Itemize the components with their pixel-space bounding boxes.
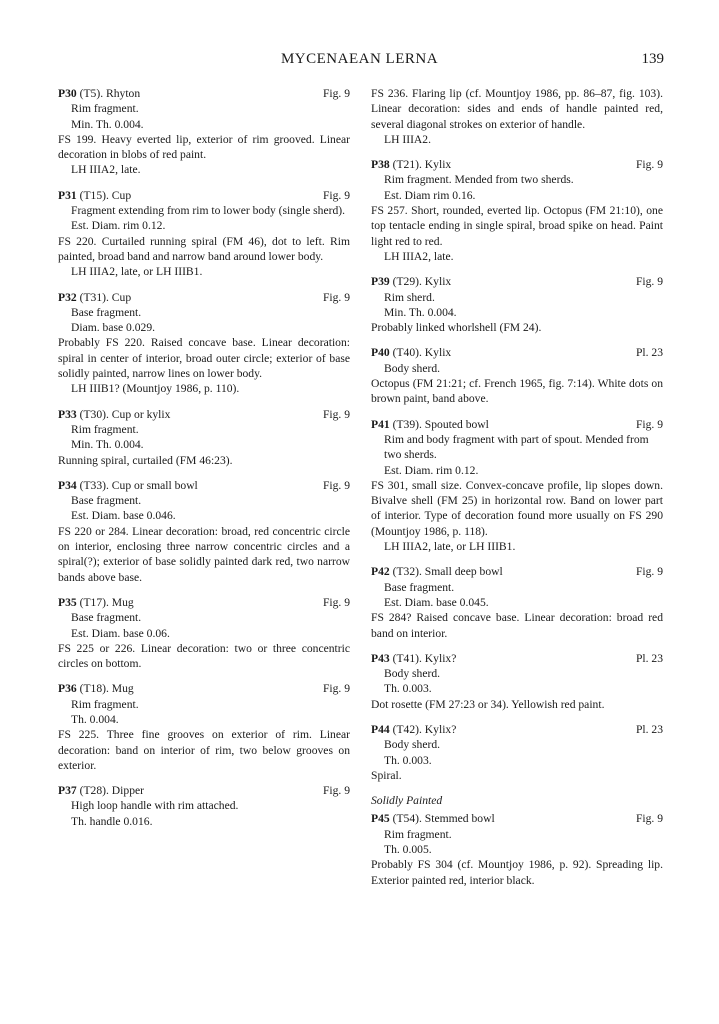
entry-detail: High loop handle with rim attached. bbox=[71, 799, 239, 813]
running-title: MYCENAEAN LERNA bbox=[280, 51, 439, 67]
entry-vessel-type: Stemmed bowl bbox=[424, 812, 495, 826]
entry-detail: Rim sherd. bbox=[384, 290, 435, 304]
entry-detail: Th. 0.003. bbox=[384, 753, 432, 767]
entry-detail: Rim fragment. bbox=[71, 697, 139, 711]
entry-heading bbox=[58, 595, 350, 610]
entry-number: P38 bbox=[371, 158, 390, 172]
entry-detail: Est. Diam. rim 0.12. bbox=[384, 463, 479, 477]
entry-description: Spiral. bbox=[371, 768, 402, 782]
entry-detail: Body sherd. bbox=[384, 361, 441, 375]
entry-date: LH IIIA2, late. bbox=[71, 163, 141, 177]
page-number: 139 bbox=[641, 51, 664, 67]
entry-figure-ref: Fig. 9 bbox=[635, 417, 663, 431]
entry-inventory-tag: (T42). bbox=[392, 722, 422, 736]
entry-date: LH IIIA2, late. bbox=[384, 249, 454, 263]
entry-vessel-type: Small deep bowl bbox=[424, 565, 503, 579]
entry-inventory-tag: (T18). bbox=[79, 682, 109, 696]
entry-date: LH IIIB1? (Mountjoy 1986, p. 110). bbox=[71, 382, 240, 396]
catalog-entry bbox=[58, 290, 350, 397]
catalog-entry bbox=[58, 783, 350, 829]
entry-description: Dot rosette (FM 27:23 or 34). Yellowish red paint. bbox=[371, 697, 605, 711]
entry-inventory-tag: (T15). bbox=[79, 188, 109, 202]
entry-description: Probably linked whorlshell (FM 24). bbox=[371, 321, 542, 335]
catalog-entry bbox=[58, 681, 350, 773]
entry-detail: Rim fragment. Mended from two sherds. bbox=[384, 173, 574, 187]
entry-detail: Base fragment. bbox=[384, 580, 455, 594]
catalog-entry-continuation bbox=[371, 86, 663, 147]
entry-inventory-tag: (T29). bbox=[392, 275, 422, 289]
entry-figure-ref: Fig. 9 bbox=[635, 812, 663, 826]
entry-figure-ref: Pl. 23 bbox=[635, 346, 663, 360]
catalog-entry bbox=[371, 417, 663, 555]
entry-number: P34 bbox=[58, 478, 77, 492]
entry-detail: Rim fragment. bbox=[384, 827, 452, 841]
entry-vessel-type: Rhyton bbox=[106, 87, 141, 100]
entry-detail: Body sherd. bbox=[384, 667, 441, 681]
catalog-entry bbox=[371, 651, 663, 712]
entry-figure-ref: Fig. 9 bbox=[322, 87, 350, 100]
catalog-entry bbox=[371, 274, 663, 335]
entry-detail: Rim and body fragment with part of spout. Mended from two sherds. bbox=[384, 432, 649, 462]
entry-heading bbox=[58, 290, 350, 305]
entry-vessel-type: Kylix bbox=[424, 346, 452, 360]
entry-detail: Rim fragment. bbox=[71, 422, 139, 436]
entry-detail: Base fragment. bbox=[71, 494, 142, 508]
catalog-entry bbox=[371, 157, 663, 264]
entry-description: FS 236. Flaring lip (cf. Mountjoy 1986, pp. 86–87, fig. 103). Linear decoration: sides and ends of handle painted red, several diagonal strokes on exterior of handle. bbox=[371, 87, 663, 131]
entry-description: FS 225. Three fine grooves on exterior of rim. Linear decoration: band on interior of rim, two below grooves on exterior. bbox=[58, 728, 350, 772]
entry-vessel-type: Dipper bbox=[111, 784, 144, 798]
entry-detail: Est. Diam rim 0.16. bbox=[384, 188, 476, 202]
entry-description: FS 199. Heavy everted lip, exterior of rim grooved. Linear decoration in blobs of red paint. bbox=[58, 132, 350, 162]
entry-heading bbox=[371, 345, 663, 360]
entry-number: P40 bbox=[371, 346, 390, 360]
entry-description: Octopus (FM 21:21; cf. French 1965, fig. 7:14). White dots on brown paint, band above. bbox=[371, 377, 663, 406]
entry-detail: Body sherd. bbox=[384, 738, 441, 752]
entry-heading bbox=[371, 722, 663, 737]
entry-description: Probably FS 220. Raised concave base. Linear decoration: spiral in center of interior, broad outer circle; exterior of base solidly painted, narrow lines on lower body. bbox=[58, 336, 350, 381]
entry-number: P32 bbox=[58, 290, 77, 304]
entry-vessel-type: Spouted bowl bbox=[424, 417, 489, 431]
entry-heading bbox=[58, 86, 350, 101]
entry-vessel-type: Kylix bbox=[424, 275, 452, 289]
catalog-entry bbox=[58, 86, 350, 178]
entry-detail: Base fragment. bbox=[71, 305, 142, 319]
entry-inventory-tag: (T31). bbox=[79, 290, 109, 304]
entry-figure-ref: Fig. 9 bbox=[322, 188, 350, 202]
entry-number: P31 bbox=[58, 188, 77, 202]
entry-description: FS 220 or 284. Linear decoration: broad, red concentric circle on interior, enclosing three narrow concentric circles and a spiral(?); exterior of base solidly painted dark red, two narrow bands above base. bbox=[58, 524, 350, 584]
entry-number: P42 bbox=[371, 565, 390, 579]
entry-heading bbox=[58, 407, 350, 422]
entry-detail: Th. 0.005. bbox=[384, 843, 432, 857]
entry-heading bbox=[371, 651, 663, 666]
entry-figure-ref: Fig. 9 bbox=[322, 784, 350, 798]
entry-detail: Fragment extending from rim to lower body (single sherd). bbox=[71, 204, 346, 218]
entry-description: FS 301, small size. Convex-concave profile, lip slopes down. Bivalve shell (FM 25) in horizontal row. Band on lower part of interior. Type of decoration found more usually on FS 290 (Mountjoy 1986, p. 118). bbox=[371, 478, 663, 538]
entry-inventory-tag: (T21). bbox=[392, 158, 422, 172]
catalog-entry bbox=[58, 595, 350, 671]
entry-heading bbox=[58, 478, 350, 493]
entry-figure-ref: Fig. 9 bbox=[635, 158, 663, 172]
entry-date: LH IIIA2, late, or LH IIIB1. bbox=[384, 540, 516, 554]
catalog-entry bbox=[371, 564, 663, 640]
entry-number: P39 bbox=[371, 275, 390, 289]
entry-vessel-type: Kylix? bbox=[424, 651, 457, 665]
entry-heading bbox=[371, 274, 663, 289]
right-entries bbox=[371, 157, 663, 783]
entry-figure-ref: Fig. 9 bbox=[322, 682, 350, 696]
entry-vessel-type: Cup bbox=[111, 290, 132, 304]
catalog-entry bbox=[58, 407, 350, 468]
entry-number: P45 bbox=[371, 812, 390, 826]
entry-vessel-type: Kylix? bbox=[424, 722, 457, 736]
entry-number: P37 bbox=[58, 784, 77, 798]
catalog-entry bbox=[58, 478, 350, 585]
entry-description: FS 257. Short, rounded, everted lip. Octopus (FM 21:10), one top tentacle ending in single spiral, broad spike on head. Paint light red to red. bbox=[371, 204, 663, 248]
left-column bbox=[58, 86, 350, 839]
entry-vessel-type: Cup bbox=[111, 188, 132, 202]
entry-detail: Diam. base 0.029. bbox=[71, 321, 156, 335]
entry-heading bbox=[371, 564, 663, 579]
catalog-entry bbox=[371, 722, 663, 783]
catalog-entry bbox=[58, 188, 350, 280]
entry-number: P33 bbox=[58, 407, 77, 421]
entry-heading bbox=[371, 811, 663, 826]
entry-inventory-tag: (T40). bbox=[392, 346, 422, 360]
entry-description: FS 284? Raised concave base. Linear decoration: broad red band on interior. bbox=[371, 611, 663, 640]
section-entries bbox=[371, 811, 663, 887]
entry-inventory-tag: (T54). bbox=[392, 812, 422, 826]
section-heading: Solidly Painted bbox=[371, 794, 443, 808]
entry-description: FS 220. Curtailed running spiral (FM 46), dot to left. Rim painted, broad band and narrow band around lower body. bbox=[58, 234, 350, 263]
entry-number: P41 bbox=[371, 417, 390, 431]
entry-figure-ref: Fig. 9 bbox=[322, 290, 350, 304]
entry-vessel-type: Mug bbox=[111, 682, 134, 696]
entry-inventory-tag: (T39). bbox=[392, 417, 422, 431]
entry-heading bbox=[58, 188, 350, 203]
entry-heading bbox=[58, 783, 350, 798]
entry-heading bbox=[371, 417, 663, 432]
catalog-entry bbox=[371, 811, 663, 887]
entry-vessel-type: Mug bbox=[111, 595, 134, 609]
entry-number: P35 bbox=[58, 595, 77, 609]
entry-heading bbox=[58, 681, 350, 696]
entry-detail: Est. Diam. base 0.045. bbox=[384, 595, 489, 609]
entry-detail: Min. Th. 0.004. bbox=[71, 117, 144, 131]
entry-detail: Base fragment. bbox=[71, 611, 142, 625]
entry-vessel-type: Cup or small bowl bbox=[111, 478, 198, 492]
entry-inventory-tag: (T28). bbox=[79, 784, 109, 798]
entry-inventory-tag: (T17). bbox=[79, 595, 109, 609]
entry-inventory-tag: (T30). bbox=[79, 407, 109, 421]
catalog-entry bbox=[371, 345, 663, 406]
entry-number: P36 bbox=[58, 682, 77, 696]
entry-vessel-type: Kylix bbox=[424, 158, 452, 172]
entry-description: Probably FS 304 (cf. Mountjoy 1986, p. 92). Spreading lip. Exterior painted red, interior black. bbox=[371, 858, 663, 887]
entry-number: P43 bbox=[371, 651, 390, 665]
entry-date: LH IIIA2. bbox=[384, 132, 432, 146]
entry-heading bbox=[371, 157, 663, 172]
right-column bbox=[371, 86, 663, 898]
entry-inventory-tag: (T32). bbox=[392, 565, 422, 579]
entry-detail: Est. Diam. base 0.06. bbox=[71, 626, 170, 640]
entry-description: Running spiral, curtailed (FM 46:23). bbox=[58, 453, 233, 467]
entry-figure-ref: Pl. 23 bbox=[635, 722, 663, 736]
entry-description: FS 225 or 226. Linear decoration: two or three concentric circles on bottom. bbox=[58, 641, 350, 671]
entry-detail: Th. 0.004. bbox=[71, 712, 119, 726]
entry-figure-ref: Fig. 9 bbox=[322, 478, 350, 492]
entry-detail: Th. handle 0.016. bbox=[71, 814, 153, 828]
entry-detail: Est. Diam. base 0.046. bbox=[71, 509, 176, 523]
entry-figure-ref: Fig. 9 bbox=[322, 595, 350, 609]
entry-figure-ref: Fig. 9 bbox=[322, 407, 350, 421]
entry-vessel-type: Cup or kylix bbox=[111, 407, 171, 421]
entry-detail: Rim fragment. bbox=[71, 102, 139, 116]
entry-inventory-tag: (T5). bbox=[79, 87, 104, 100]
entry-date: LH IIIA2, late, or LH IIIB1. bbox=[71, 265, 203, 279]
entry-detail: Est. Diam. rim 0.12. bbox=[71, 219, 166, 233]
entry-number: P44 bbox=[371, 722, 390, 736]
entry-detail: Min. Th. 0.004. bbox=[384, 305, 457, 319]
entry-figure-ref: Pl. 23 bbox=[635, 651, 663, 665]
entry-inventory-tag: (T41). bbox=[392, 651, 422, 665]
entry-figure-ref: Fig. 9 bbox=[635, 565, 663, 579]
entry-figure-ref: Fig. 9 bbox=[635, 275, 663, 289]
entry-number: P30 bbox=[58, 87, 77, 100]
entry-inventory-tag: (T33). bbox=[79, 478, 109, 492]
entry-detail: Th. 0.003. bbox=[384, 682, 432, 696]
entry-detail: Min. Th. 0.004. bbox=[71, 438, 144, 452]
